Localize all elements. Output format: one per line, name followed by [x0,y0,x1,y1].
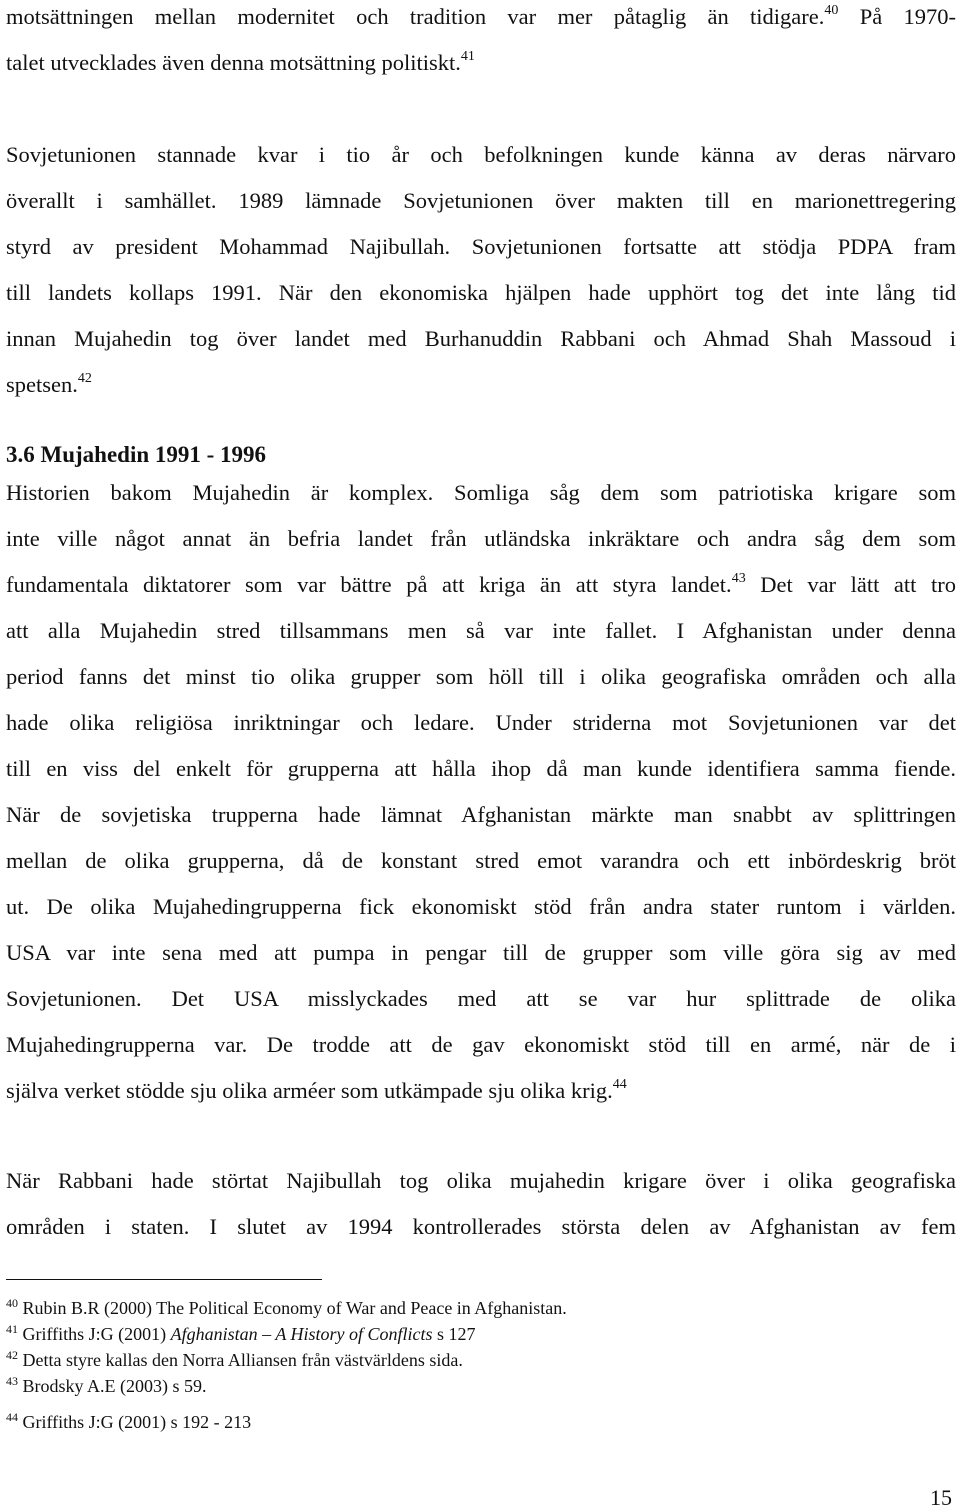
section-heading: 3.6 Mujahedin 1991 - 1996 [6,442,267,467]
footnote-title: Afghanistan – A History of Conflicts [170,1324,433,1344]
body-line: Historien bakom Mujahedin är komplex. Somliga såg dem som patriotiska krigare som [6,480,956,505]
body-line: Sovjetunionen stannade kvar i tio år och befolkningen kunde känna av deras närvaro [6,142,956,167]
body-line: mellan de olika grupperna, då de konstant stred emot varandra och ett inbördeskrig bröt [6,848,956,873]
footnote-ref[interactable]: 44 [612,1077,627,1092]
footnote-text: Rubin B.R (2000) The Political Economy of War and Peace in Afghanistan. [18,1298,567,1318]
body-line [6,371,92,403]
body-line: Mujahedingrupperna var. De trodde att de gav ekonomiskt stöd till en armé, när de i [6,1032,956,1057]
body-line [6,49,475,81]
footnote-41 [6,1323,476,1347]
body-line: styrd av president Mohammad Najibullah. Sovjetunionen fortsatte att stödja PDPA fram [6,234,956,259]
footnote-ref[interactable]: 42 [77,371,92,386]
body-text: motsättningen mellan modernitet och tradition var mer påtaglig än tidigare. [6,4,825,29]
body-text: På 1970- [838,4,957,29]
body-line: period fanns det minst tio olika grupper som höll till i olika geografiska områden och alla [6,664,956,689]
body-text: fundamentala diktatorer som var bättre på att kriga än att styra landet. [6,572,732,597]
body-line: till en viss del enkelt för grupperna att hålla ihop då man kunde identifiera samma fiende. [6,756,956,781]
footnote-44 [6,1411,251,1435]
body-line [6,571,956,603]
body-text: Det var lätt att tro [745,572,956,597]
body-line: till landets kollaps 1991. När den ekonomiska hjälpen hade upphört tog det inte lång tid [6,280,956,305]
body-line: områden i staten. I slutet av 1994 kontrollerades största delen av Afghanistan av fem [6,1214,956,1239]
body-line: att alla Mujahedin stred tillsammans men så var inte fallet. I Afghanistan under denna [6,618,956,643]
body-line: USA var inte sena med att pumpa in pengar till de grupper som ville göra sig av med [6,940,956,965]
body-text: spetsen. [6,372,78,397]
body-line [6,1077,627,1109]
body-line [6,3,956,35]
footnote-40 [6,1297,567,1321]
footnote-number: 41 [6,1322,18,1336]
footnote-text: Detta styre kallas den Norra Alliansen från västvärldens sida. [18,1350,463,1370]
body-line: ut. De olika Mujahedingrupperna fick ekonomiskt stöd från andra stater runtom i världen. [6,894,956,919]
footnote-number: 40 [6,1296,18,1310]
footnote-43 [6,1375,207,1399]
footnote-separator [6,1279,322,1280]
body-text: själva verket stödde sju olika arméer som utkämpade sju olika krig. [6,1078,613,1103]
body-line: innan Mujahedin tog över landet med Burhanuddin Rabbani och Ahmad Shah Massoud i [6,326,956,351]
footnote-text: s 127 [432,1324,476,1344]
footnote-42 [6,1349,463,1373]
footnote-number: 44 [6,1410,18,1424]
body-line: inte ville något annat än befria landet från utländska inkräktare och andra såg dem som [6,526,956,551]
page-number: 15 [930,1485,952,1510]
footnote-number: 43 [6,1374,18,1388]
body-line: Sovjetunionen. Det USA misslyckades med att se var hur splittrade de olika [6,986,956,1011]
footnote-text: Griffiths J:G (2001) [18,1324,171,1344]
body-line: hade olika religiösa inriktningar och ledare. Under striderna mot Sovjetunionen var det [6,710,956,735]
body-text: talet utvecklades även denna motsättning politiskt. [6,50,461,75]
footnote-ref[interactable]: 43 [731,571,746,586]
footnote-number: 42 [6,1348,18,1362]
body-line: När Rabbani hade störtat Najibullah tog olika mujahedin krigare över i olika geografiska [6,1168,956,1193]
body-line: När de sovjetiska trupperna hade lämnat Afghanistan märkte man snabbt av splittringen [6,802,956,827]
footnote-ref[interactable]: 41 [460,49,475,64]
footnote-ref[interactable]: 40 [824,3,839,18]
footnote-text: Griffiths J:G (2001) s 192 - 213 [18,1412,252,1432]
body-line: överallt i samhället. 1989 lämnade Sovjetunionen över makten till en marionettregering [6,188,956,213]
footnote-text: Brodsky A.E (2003) s 59. [18,1376,207,1396]
